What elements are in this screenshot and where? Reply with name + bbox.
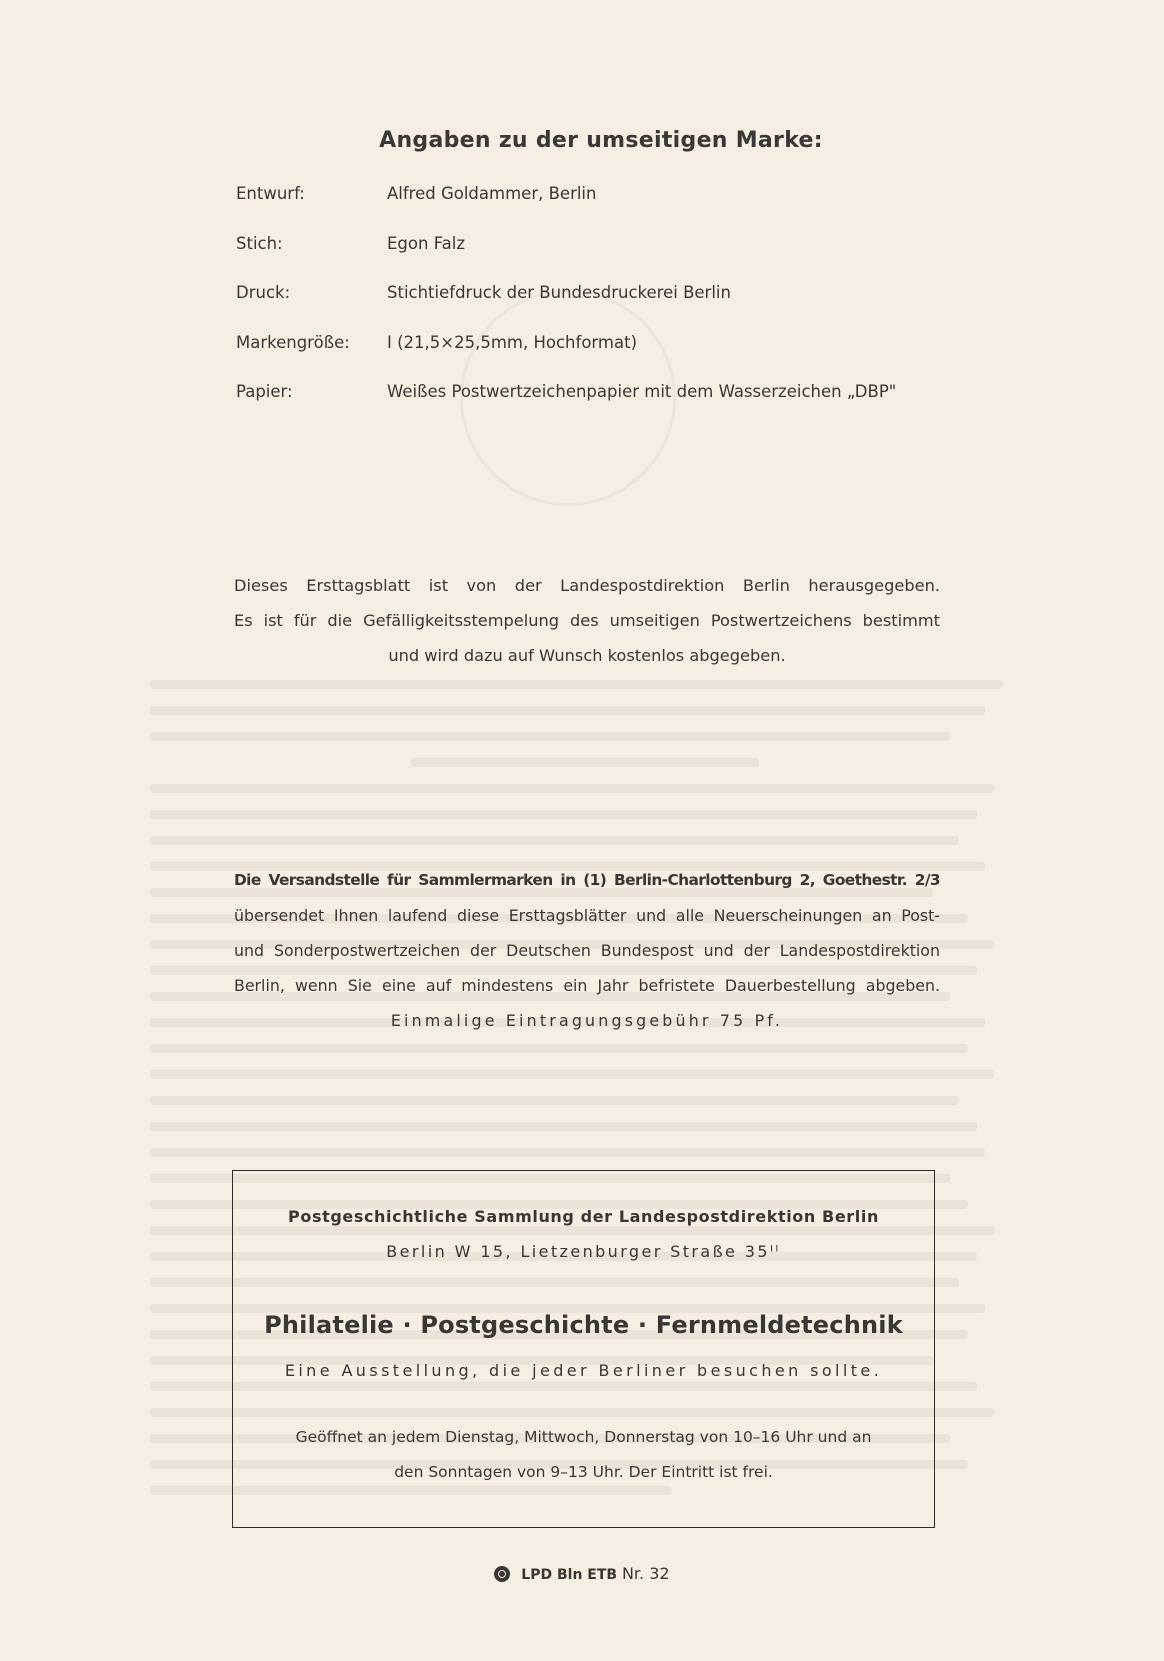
museum-advert-box xyxy=(232,1170,935,1528)
intro-paragraph xyxy=(234,568,940,673)
spec-label: Stich: xyxy=(236,233,283,253)
institution-address: Berlin W 15, Lietzenburger Straße 35ᴵᴵ xyxy=(386,1242,781,1261)
spec-label: Markengröße: xyxy=(236,332,350,352)
versand-line: Berlin, wenn Sie eine auf mindestens ein Jahr befristete Dauerbestellung abgeben. xyxy=(234,976,940,995)
exhibition-topics: Philatelie · Postgeschichte · Fernmeldetechnik xyxy=(264,1311,903,1339)
page-heading: Angaben zu der umseitigen Marke: xyxy=(379,128,823,153)
spec-label: Druck: xyxy=(236,283,291,302)
institution-name: Postgeschichtliche Sammlung der Landespostdirektion Berlin xyxy=(288,1207,879,1226)
spec-value: Egon Falz xyxy=(387,233,466,253)
intro-line: Es ist für die Gefälligkeitsstempelung des umseitigen Postwertzeichens bestimmt xyxy=(234,611,940,630)
opening-hours-line-2: den Sonntagen von 9–13 Uhr. Der Eintritt ist frei. xyxy=(394,1463,773,1481)
footer-label: LPD Bln ETB xyxy=(521,1567,618,1583)
versand-line: übersendet Ihnen laufend diese Ersttagsblätter und alle Neuerscheinungen an Post- xyxy=(234,906,940,925)
opening-hours-line-1: Geöffnet an jedem Dienstag, Mittwoch, Donnerstag von 10–16 Uhr und an xyxy=(295,1428,872,1446)
intro-line: und wird dazu auf Wunsch kostenlos abgegeben. xyxy=(388,646,786,665)
spec-value: Weißes Postwertzeichenpapier mit dem Wasserzeichen „DBP" xyxy=(387,382,897,401)
spec-label: Entwurf: xyxy=(236,184,305,203)
fee-line: Einmalige Eintragungsgebühr 75 Pf. xyxy=(390,1011,784,1030)
exhibition-slogan: Eine Ausstellung, die jeder Berliner besuchen sollte. xyxy=(284,1361,883,1380)
spec-value: I (21,5×25,5mm, Hochformat) xyxy=(387,332,638,352)
intro-line: Dieses Ersttagsblatt ist von der Landespostdirektion Berlin herausgegeben. xyxy=(234,576,940,595)
versand-line: und Sonderpostwertzeichen der Deutschen Bundespost und der Landespostdirektion xyxy=(234,941,940,960)
footer-number: Nr. 32 xyxy=(621,1564,670,1583)
spec-label: Papier: xyxy=(236,382,293,401)
versand-paragraph xyxy=(234,863,940,1038)
sheet-footer xyxy=(0,1564,1164,1583)
post-emblem-icon xyxy=(494,1566,510,1582)
spec-value: Stichtiefdruck der Bundesdruckerei Berlin xyxy=(387,283,731,302)
spec-value: Alfred Goldammer, Berlin xyxy=(387,184,597,203)
versand-line: Die Versandstelle für Sammlermarken in (1) Berlin-Charlottenburg 2, Goethestr. 2/3 xyxy=(234,871,940,889)
